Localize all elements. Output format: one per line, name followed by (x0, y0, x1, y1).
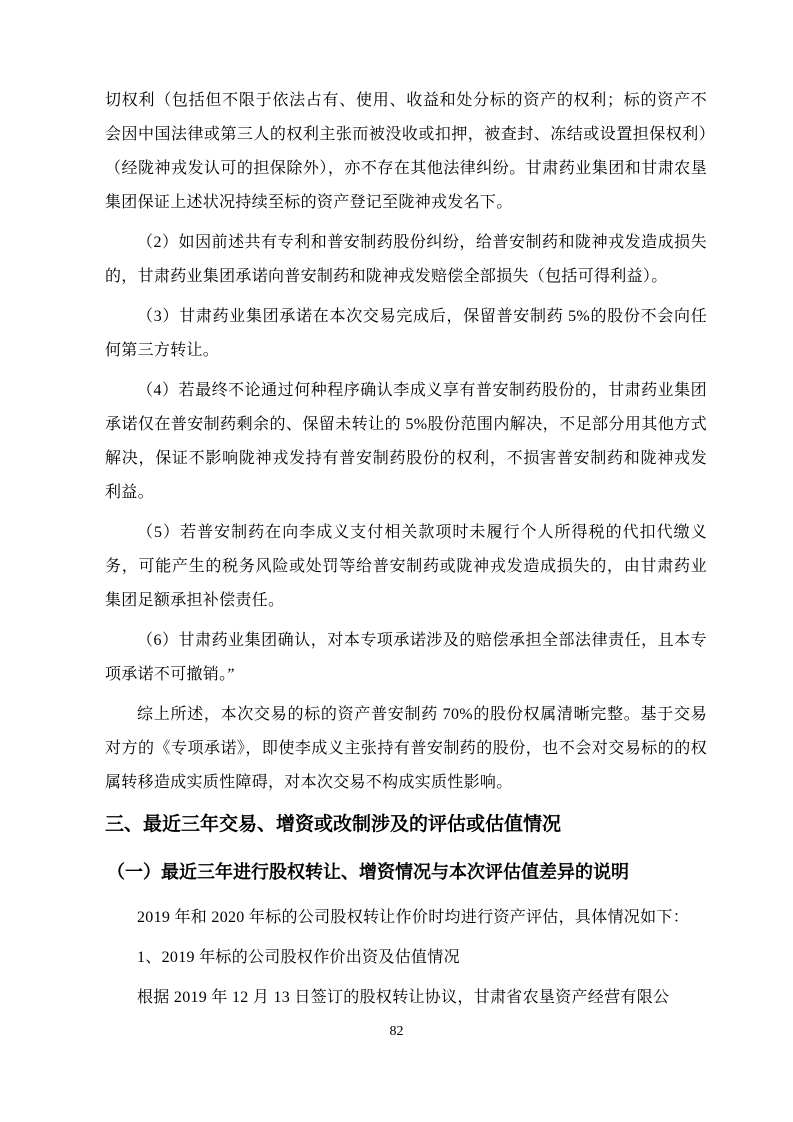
paragraph-continuation: 切权利（包括但不限于依法占有、使用、收益和处分标的资产的权利；标的资产不会因中国法律或第三人的权利主张而被没收或扣押，被查封、冻结或设置担保权利）（经陇神戎发认可的担保除外），亦不存在其他法律纠纷。甘肃药业集团和甘肃农垦集团保证上述状况持续至标的资产登记至陇神戎发名下。 (105, 92, 707, 211)
paragraph-agreement: 根据 2019 年 12 月 13 日签订的股权转让协议，甘肃省农垦资产经营有限公 (137, 989, 670, 1006)
paragraph-assessment-intro: 2019 年和 2020 年标的公司股权转让作价时均进行资产评估，具体情况如下： (137, 909, 690, 926)
paragraph-item-5: （5）若普安制药在向李成义支付相关款项时未履行个人所得税的代扣代缴义务，可能产生的税务风险或处罚等给普安制药或陇神戎发造成损失的，由甘肃药业集团足额承担补偿责任。 (105, 524, 707, 609)
page-number: 82 (389, 1024, 404, 1039)
paragraph-item-4: （4）若最终不论通过何种程序确认李成义享有普安制药股份的，甘肃药业集团承诺仅在普安制药剩余的、保留未转让的 5%股份范围内解决，不足部分用其他方式解决，保证不影响陇神戎发持有普安制药股份的权利，不损害普安制药和陇神戎发利益。 (105, 382, 707, 501)
paragraph-item-6: （6）甘肃药业集团确认，对本专项承诺涉及的赔偿承担全部法律责任，且本专项承诺不可撤销。” (105, 632, 707, 683)
section-heading: 三、最近三年交易、增资或改制涉及的评估或估值情况 (105, 814, 562, 835)
subsection-heading: （一）最近三年进行股权转让、增资情况与本次评估值差异的说明 (107, 862, 629, 882)
paragraph-2019-item: 1、2019 年标的公司股权作价出资及估值情况 (137, 949, 460, 966)
paragraph-item-2: （2）如因前述共有专利和普安制药股份纠纷，给普安制药和陇神戎发造成损失的，甘肃药业集团承诺向普安制药和陇神戎发赔偿全部损失（包括可得利益）。 (105, 234, 707, 285)
paragraph-item-3: （3）甘肃药业集团承诺在本次交易完成后，保留普安制药 5%的股份不会向任何第三方转让。 (105, 308, 707, 359)
document-content (105, 84, 707, 1021)
paragraph-summary: 综上所述，本次交易的标的资产普安制药 70%的股份权属清晰完整。基于交易对方的《专项承诺》，即使李成义主张持有普安制药的股份，也不会对交易标的的权属转移造成实质性障碍，对本次交易不构成实质性影响。 (105, 706, 707, 791)
